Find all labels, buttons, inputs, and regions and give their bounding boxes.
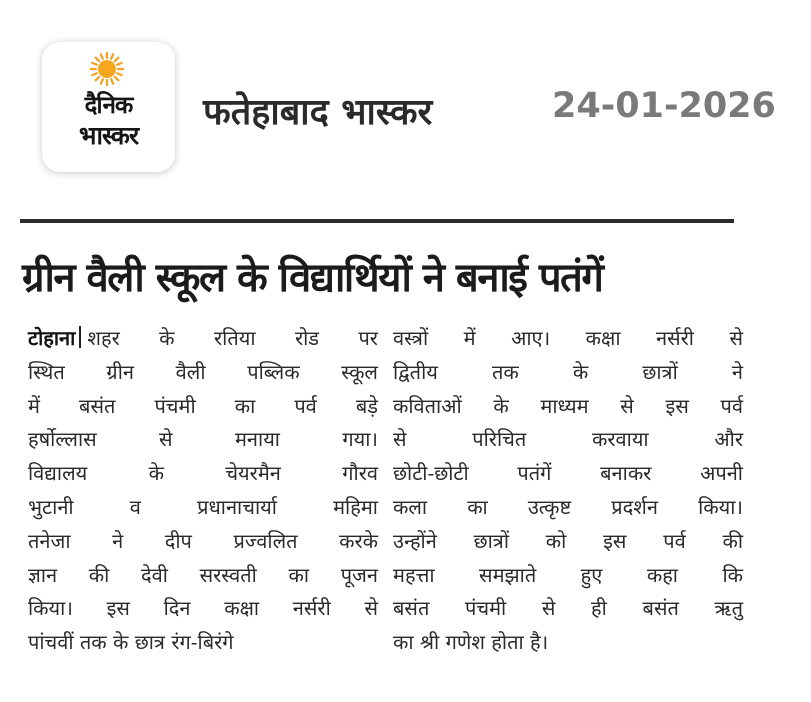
sun-icon [90,52,124,86]
article-text-line: कला का उत्कृष्ट प्रदर्शन किया। [393,494,743,519]
article-column-1 [28,322,378,660]
article-text-line: तनेजा ने दीप प्रज्वलित करके [28,528,378,553]
logo-text-dainik: दैनिक [84,91,133,119]
dainik-bhaskar-logo [42,42,175,172]
dateline: टोहाना [28,326,76,350]
article-text-line: स्थित ग्रीन वैली पब्लिक स्कूल [28,359,378,384]
article-text-line: किया। इस दिन कक्षा नर्सरी से [28,596,378,621]
article-text-line: कविताओं के माध्यम से इस पर्व [393,393,743,418]
article-text-line: पांचवीं तक के छात्र रंग-बिरंगे [28,630,234,655]
edition-date: 24-01-2026 [552,86,776,126]
logo-text-bhaskar: भास्कर [78,121,139,150]
article-text-line: द्वितीय तक के छात्रों ने [393,359,743,384]
article-text-line: भुटानी व प्रधानाचार्या महिमा [28,494,378,519]
article-text-line: का श्री गणेश होता है। [393,630,549,655]
article-column-2 [393,322,743,660]
article-text-line: टोहाना शहर के रतिया रोड पर [28,326,378,350]
article-headline: ग्रीन वैली स्कूल के विद्यार्थियों ने बनाई पतंगें [22,255,603,301]
article-text-line: छोटी-छोटी पतंगें बनाकर अपनी [393,461,743,486]
article-text-line: हर्षोल्लास से मनाया गया। [28,427,378,452]
dateline-separator [79,326,81,348]
article-text-line: बसंत पंचमी से ही बसंत ऋतु [393,596,743,621]
edition-title: फतेहाबाद भास्कर [203,92,433,133]
article-text-line: उन्होंने छात्रों को इस पर्व की [393,528,743,553]
header-divider [20,219,734,223]
article-text-line: महत्ता समझाते हुए कहा कि [393,562,743,587]
article-text-line: में बसंत पंचमी का पर्व बड़े [28,393,378,418]
article-text-line: से परिचित करवाया और [393,427,743,452]
article-text-line: विद्यालय के चेयरमैन गौरव [28,461,378,486]
article-text-line: ज्ञान की देवी सरस्वती का पूजन [28,562,378,587]
article-text-line: वस्त्रों में आए। कक्षा नर्सरी से [393,326,743,350]
